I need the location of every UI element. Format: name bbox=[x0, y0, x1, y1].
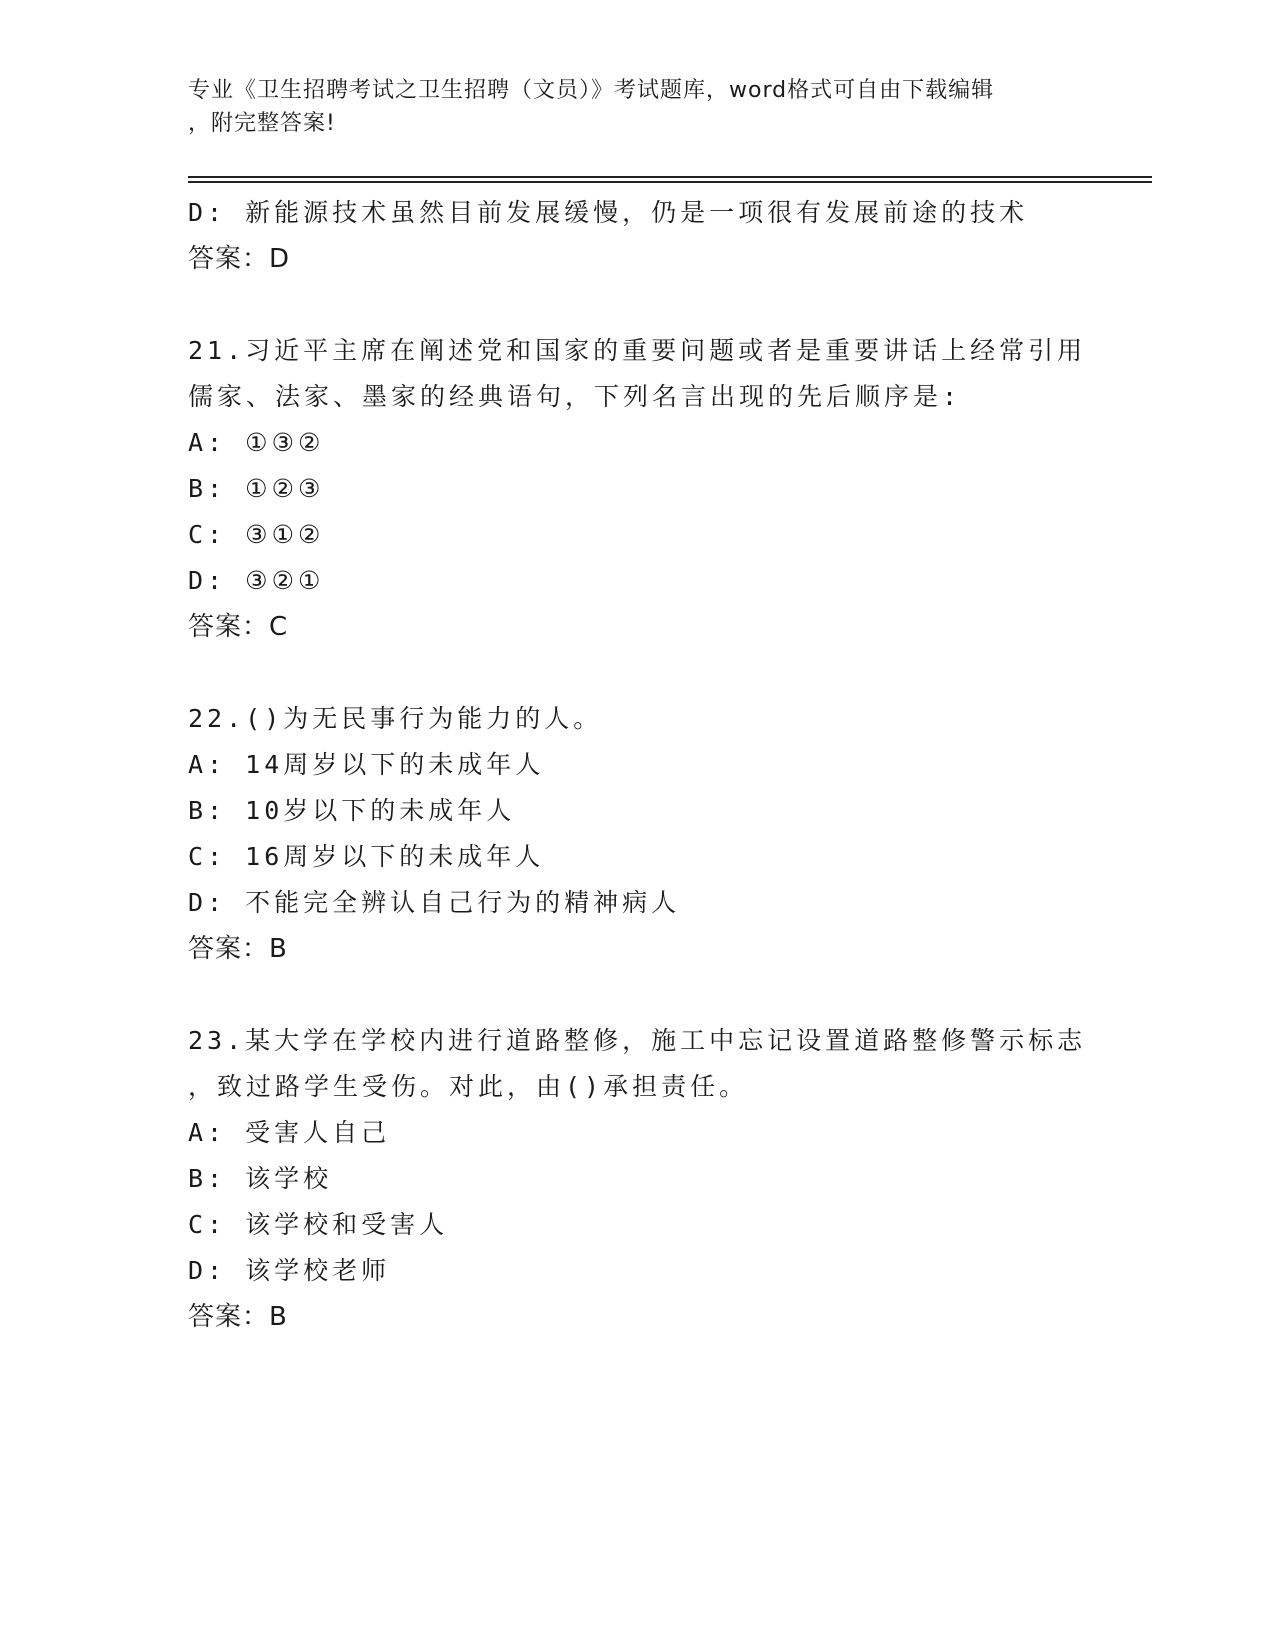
header-divider-bottom bbox=[188, 181, 1152, 183]
question-21 bbox=[188, 328, 1088, 650]
header-line-1: 专业《卫生招聘考试之卫生招聘（文员）》考试题库，word格式可自由下载编辑 bbox=[188, 78, 995, 103]
option-a: A: ①③② bbox=[188, 428, 325, 457]
question-stem-continued: 儒家、法家、墨家的经典语句，下列名言出现的先后顺序是: bbox=[188, 382, 962, 411]
answer-line: 答案：B bbox=[188, 934, 288, 964]
option-b: B: 该学校 bbox=[188, 1164, 333, 1193]
answer-line: 答案：D bbox=[188, 244, 291, 274]
header-divider-top bbox=[188, 176, 1152, 178]
spacer bbox=[188, 282, 1088, 328]
question-22 bbox=[188, 696, 1088, 972]
question-stem-continued: ，致过路学生受伤。对此，由()承担责任。 bbox=[188, 1072, 749, 1101]
question-stem: 21.习近平主席在阐述党和国家的重要问题或者是重要讲话上经常引用 bbox=[188, 336, 1087, 365]
option-c: C: ③①② bbox=[188, 520, 325, 549]
option-b: B: ①②③ bbox=[188, 474, 325, 503]
option-a: A: 14周岁以下的未成年人 bbox=[188, 750, 545, 779]
spacer bbox=[188, 650, 1088, 696]
option-d: D: ③②① bbox=[188, 566, 325, 595]
option-c: C: 该学校和受害人 bbox=[188, 1210, 449, 1239]
option-d: D: 新能源技术虽然目前发展缓慢，仍是一项很有发展前途的技术 bbox=[188, 198, 1029, 227]
option-b: B: 10岁以下的未成年人 bbox=[188, 796, 516, 825]
answer-line: 答案：B bbox=[188, 1302, 288, 1332]
spacer bbox=[188, 972, 1088, 1018]
header-line-2: ，附完整答案! bbox=[188, 111, 336, 136]
partial-question-20 bbox=[188, 190, 1088, 282]
option-c: C: 16周岁以下的未成年人 bbox=[188, 842, 545, 871]
option-a: A: 受害人自己 bbox=[188, 1118, 391, 1147]
question-stem: 22.()为无民事行为能力的人。 bbox=[188, 704, 603, 733]
question-stem: 23.某大学在学校内进行道路整修，施工中忘记设置道路整修警示标志 bbox=[188, 1026, 1087, 1055]
answer-line: 答案：C bbox=[188, 612, 289, 642]
document-header bbox=[188, 74, 1068, 140]
option-d: D: 不能完全辨认自己行为的精神病人 bbox=[188, 888, 681, 917]
question-content bbox=[188, 190, 1088, 1340]
question-23 bbox=[188, 1018, 1088, 1340]
option-d: D: 该学校老师 bbox=[188, 1256, 391, 1285]
